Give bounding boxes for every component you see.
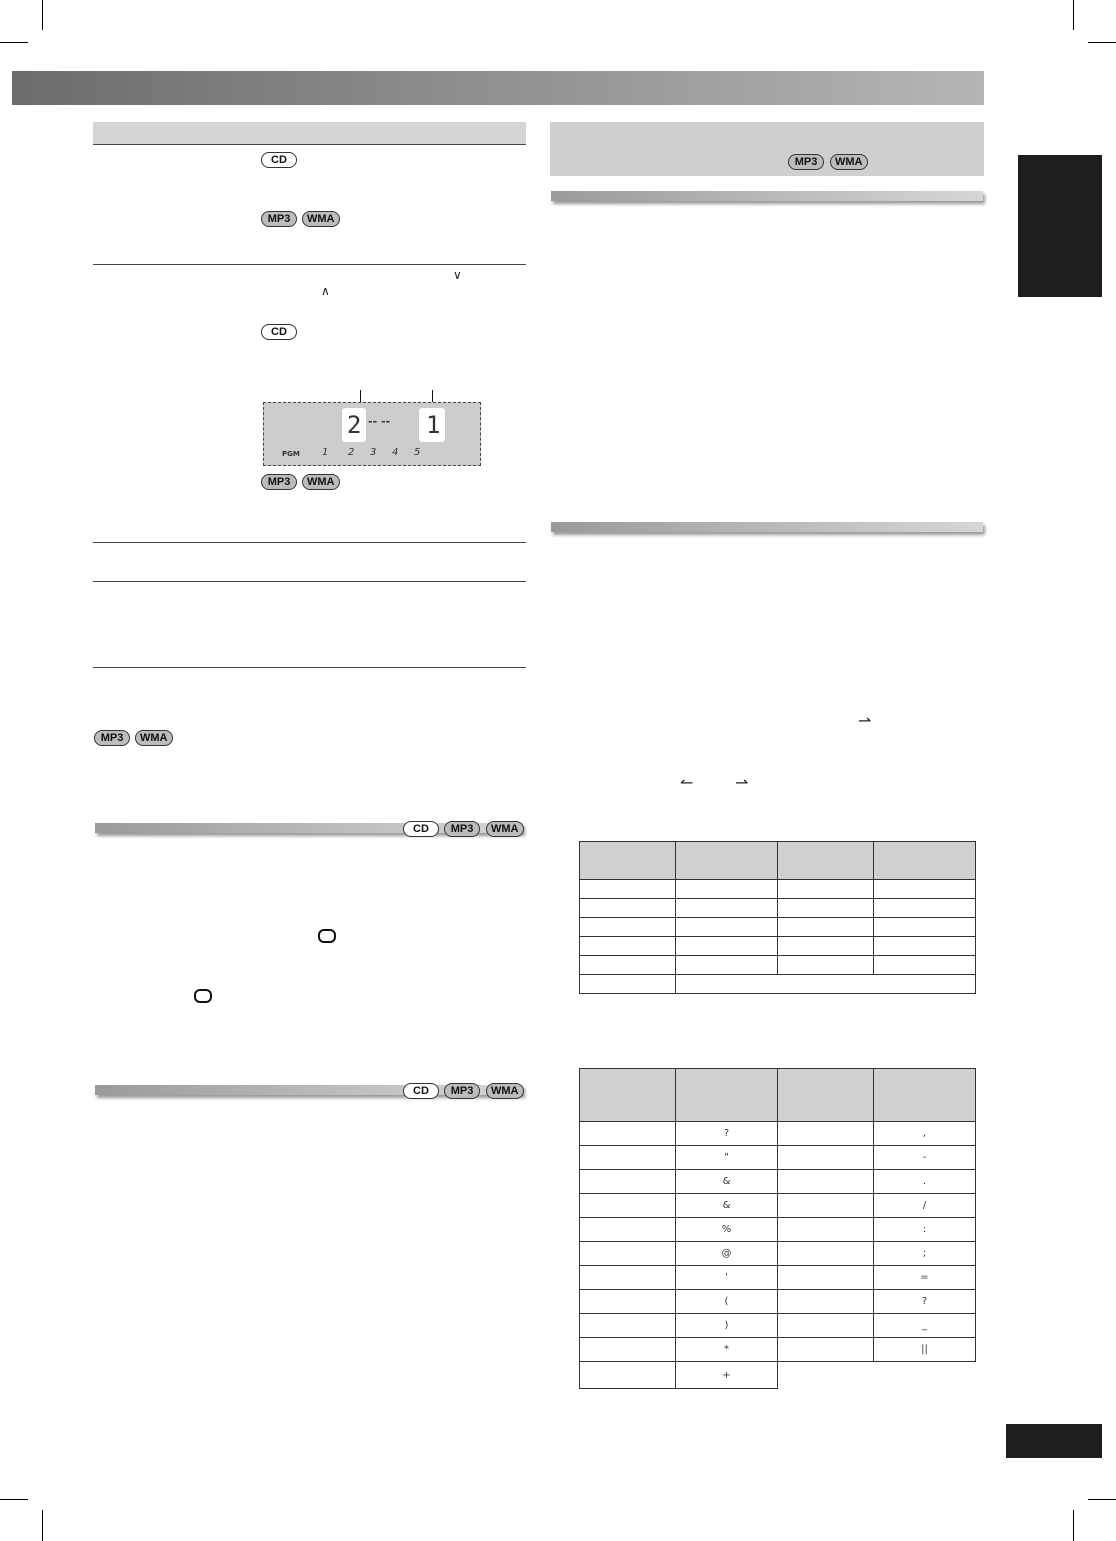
divider xyxy=(93,581,526,582)
mp3-badge: MP3 xyxy=(444,821,480,837)
track-mark: 4 xyxy=(392,447,399,458)
cd-badge: CD xyxy=(403,821,439,837)
lcd-glyph: . xyxy=(874,1170,976,1194)
crop-mark xyxy=(1088,1499,1116,1500)
mp3-badge: MP3 xyxy=(261,474,297,490)
crop-mark xyxy=(1073,0,1074,30)
mp3-badge: MP3 xyxy=(788,154,824,170)
lcd-glyph: / xyxy=(874,1194,976,1218)
divider xyxy=(93,264,526,265)
lcd-glyph: ( xyxy=(676,1290,778,1314)
lcd-glyph: - xyxy=(874,1146,976,1170)
repeat-icon xyxy=(318,929,336,943)
mp3-badge: MP3 xyxy=(94,730,130,746)
lcd-glyph: @ xyxy=(676,1242,778,1266)
page-number-box xyxy=(1006,1424,1102,1458)
section-bar xyxy=(551,191,983,201)
section-bar xyxy=(551,522,983,532)
crop-mark xyxy=(0,42,28,43)
wma-badge: WMA xyxy=(302,211,340,227)
track-mark: 5 xyxy=(414,447,421,458)
cd-badge: CD xyxy=(261,324,297,340)
lcd-glyph: : xyxy=(874,1218,976,1242)
mp3-badge: MP3 xyxy=(261,211,297,227)
lcd-glyph: ? xyxy=(676,1122,778,1146)
divider xyxy=(93,542,526,543)
side-tab xyxy=(1018,155,1102,297)
wma-badge: WMA xyxy=(486,821,524,837)
crop-mark xyxy=(0,1499,28,1500)
wma-badge: WMA xyxy=(486,1083,524,1099)
mp3-badge: MP3 xyxy=(444,1083,480,1099)
cd-badge: CD xyxy=(261,152,297,168)
lcd-glyph: % xyxy=(676,1218,778,1242)
lcd-glyph: ' xyxy=(676,1266,778,1290)
track-mark: 3 xyxy=(370,447,377,458)
lcd-glyph: = xyxy=(874,1266,976,1290)
lcd-glyph: + xyxy=(676,1362,778,1389)
arrow-left-icon: ↼ xyxy=(680,773,694,792)
wma-badge: WMA xyxy=(302,474,340,490)
lcd-glyph: ? xyxy=(874,1290,976,1314)
cd-badge: CD xyxy=(403,1083,439,1099)
program-digit: 1 xyxy=(426,411,441,439)
track-mark: 2 xyxy=(348,447,355,458)
arrow-right-icon: ⇀ xyxy=(858,711,872,730)
lcd-display xyxy=(263,402,481,466)
lcd-glyph: , xyxy=(874,1122,976,1146)
display-dashes: -- -- xyxy=(368,415,391,428)
divider xyxy=(93,144,526,145)
wma-badge: WMA xyxy=(830,154,868,170)
crop-mark xyxy=(42,0,43,30)
arrow-right-icon: ⇀ xyxy=(735,773,749,792)
page-banner xyxy=(12,71,984,105)
chevron-up-icon: ∧ xyxy=(321,284,330,298)
lcd-glyph: || xyxy=(874,1338,976,1362)
lcd-glyph: ) xyxy=(676,1314,778,1338)
table-header xyxy=(93,122,526,144)
program-digit-box xyxy=(419,408,445,442)
lcd-glyph: * xyxy=(676,1338,778,1362)
crop-mark xyxy=(42,1510,43,1541)
crop-mark xyxy=(1088,42,1116,43)
pgm-label: PGM xyxy=(282,450,300,458)
wma-badge: WMA xyxy=(135,730,173,746)
track-mark: 1 xyxy=(322,447,329,458)
lcd-glyph: ; xyxy=(874,1242,976,1266)
chevron-down-icon: ∨ xyxy=(453,268,462,282)
lcd-glyph: & xyxy=(676,1170,778,1194)
character-table-1 xyxy=(579,841,976,994)
track-digit: 2 xyxy=(347,411,362,439)
section-header-box xyxy=(550,122,984,176)
character-table-2 xyxy=(579,1068,976,1389)
crop-mark xyxy=(1073,1510,1074,1541)
track-digit-box xyxy=(342,408,366,442)
lcd-glyph: " xyxy=(676,1146,778,1170)
repeat-icon xyxy=(194,989,212,1003)
lcd-glyph: _ xyxy=(874,1314,976,1338)
lcd-glyph: & xyxy=(676,1194,778,1218)
divider xyxy=(93,667,526,668)
